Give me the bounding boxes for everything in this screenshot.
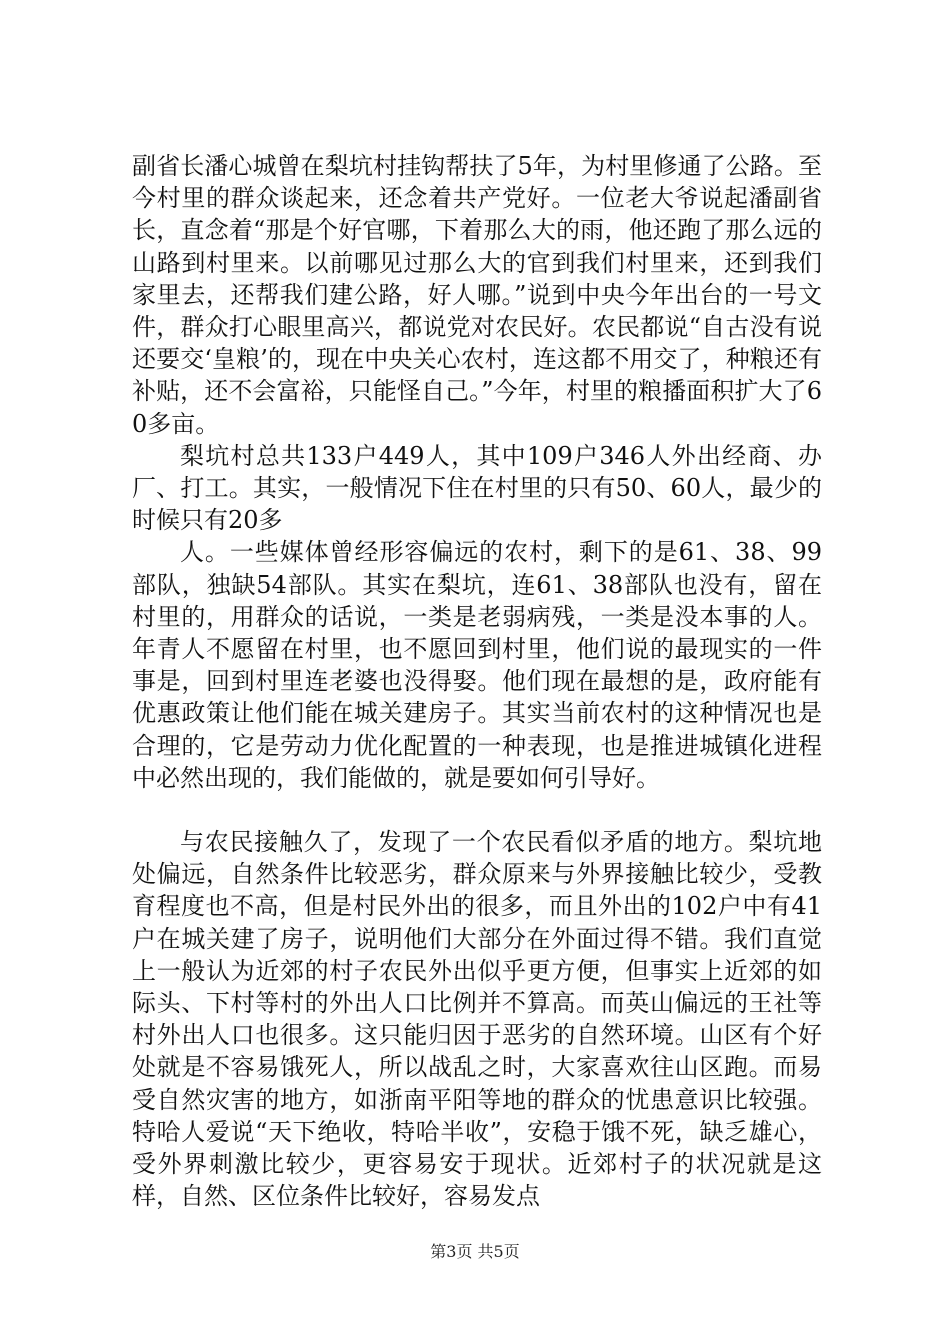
paragraph-3: 人。一些媒体曾经形容偏远的农村，剩下的是61、38、99部队，独缺54部队。其实在梨坑，连61、38部队也没有，留在村里的，用群众的话说，一类是老弱病残，一类是没本事的人。年青人不愿留在村里，也不愿回到村里，他们说的最现实的一件事是，回到村里连老婆也没得娶。他们现在最想的是，政府能有优惠政策让他们能在城关建房子。其实当前农村的这种情况也是合理的，它是劳动力优化配置的一种表现，也是推进城镇化进程中必然出现的，我们能做的，就是要如何引导好。 [132,538,822,792]
page-footer: 第3页 共5页 [430,1242,520,1261]
paragraph-2: 梨坑村总共133户449人，其中109户346人外出经商、办厂、打工。其实，一般情况下住在村里的只有50、60人，最少的时候只有20多 [132,441,822,535]
paragraph-1: 副省长潘心城曾在梨坑村挂钩帮扶了5年，为村里修通了公路。至今村里的群众谈起来，还念着共产党好。一位老大爷说起潘副省长，直念着“那是个好官哪，下着那么大的雨，他还跑了那么远的山路到村里来。以前哪见过那么大的官到我们村里来，还到我们家里去，还帮我们建公路，好人哪。”说到中央今年出台的一号文件，群众打心眼里高兴，都说党对农民好。农民都说“自古没有说还要交‘皇粮’的，现在中央关心农村，连这都不用交了，种粮还有补贴，还不会富裕，只能怪自己。”今年，村里的粮播面积扩大了60多亩。 [132,152,822,438]
paragraph-4: 与农民接触久了，发现了一个农民看似矛盾的地方。梨坑地处偏远，自然条件比较恶劣，群众原来与外界接触比较少，受教育程度也不高，但是村民外出的很多，而且外出的102户中有41户在城关建了房子，说明他们大部分在外面过得不错。我们直觉上一般认为近郊的村子农民外出似乎更方便，但事实上近郊的如际头、下村等村的外出人口比例并不算高。而英山偏远的王社等村外出人口也很多。这只能归因于恶劣的自然环境。山区有个好处就是不容易饿死人，所以战乱之时，大家喜欢往山区跑。而易受自然灾害的地方，如浙南平阳等地的群众的忧患意识比较强。特哈人爱说“天下绝收，特哈半收”，安稳于饿不死，缺乏雄心，受外界刺激比较少，更容易安于现状。近郊村子的状况就是这样，自然、区位条件比较好，容易发点 [132,828,822,1211]
body-text [132,150,822,1213]
